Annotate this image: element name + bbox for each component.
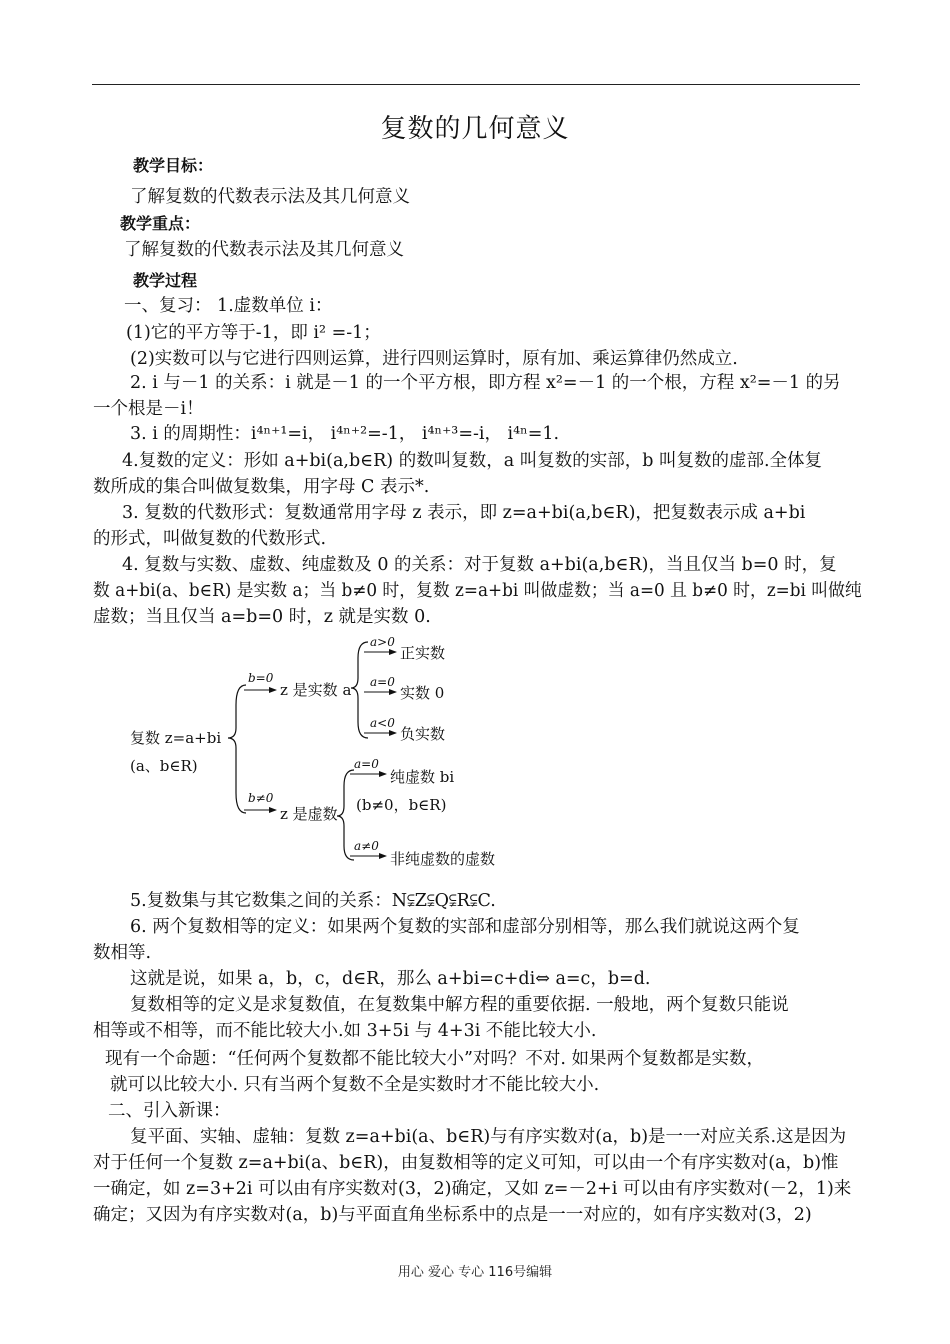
leaf-pure-imaginary: 纯虚数 bi <box>390 768 455 786</box>
cond-b-zero: b=0 <box>248 671 274 685</box>
cond-a-zero: a=0 <box>370 675 395 689</box>
text-line: 一、复习： 1.虚数单位 i： <box>124 296 333 316</box>
heading-keypoints: 教学重点： <box>120 214 201 233</box>
text-line: (1)它的平方等于-1，即 i² =-1； <box>126 323 381 343</box>
imag-brace <box>337 770 354 860</box>
main-brace <box>228 685 246 813</box>
text-line: 虚数；当且仅当 a=b=0 时，z 就是实数 0. <box>93 607 431 627</box>
text-line: 数所成的集合叫做复数集，用字母 C 表示*. <box>93 477 430 497</box>
cond-a-nonzero: a≠0 <box>354 839 379 853</box>
leaf-negative: 负实数 <box>400 725 446 743</box>
imag-condition: (b≠0，b∈R) <box>356 796 447 814</box>
branch-real: z 是实数 a <box>280 681 352 699</box>
cond-a-negative: a<0 <box>370 716 395 730</box>
heading-process: 教学过程 <box>133 271 198 290</box>
text-line: 4.复数的定义：形如 a+bi(a,b∈R) 的数叫复数，a 叫复数的实部，b 叫复数的虚部.全体复 <box>122 451 823 471</box>
text-line: 数 a+bi(a、b∈R) 是实数 a；当 b≠0 时，复数 z=a+bi 叫做虚数；当 a=0 且 b≠0 时，z=bi 叫做纯 <box>93 581 862 601</box>
text-line: 3. i 的周期性：i⁴ⁿ⁺¹=i， i⁴ⁿ⁺²=-1， i⁴ⁿ⁺³=-i， i⁴ⁿ=1. <box>130 424 560 444</box>
header-rule <box>92 84 860 85</box>
real-brace <box>351 642 368 738</box>
text-line: 3. 复数的代数形式：复数通常用字母 z 表示，即 z=a+bi(a,b∈R)，把复数表示成 a+bi <box>122 503 806 523</box>
page-title: 复数的几何意义 <box>380 114 570 144</box>
text-line: 数相等. <box>93 943 152 963</box>
text-line: 2. i 与－1 的关系：i 就是－1 的一个平方根，即方程 x²=－1 的一个根，方程 x²=－1 的另 <box>130 373 841 393</box>
root-condition: (a、b∈R) <box>130 757 198 775</box>
cond-a-zero-imag: a=0 <box>354 757 379 771</box>
text-line: 5.复数集与其它数集之间的关系：N⫋Z⫋Q⫋R⫋C. <box>130 891 496 911</box>
cond-b-nonzero: b≠0 <box>248 791 274 805</box>
text-line: 了解复数的代数表示法及其几何意义 <box>124 240 404 260</box>
text-line: 的形式，叫做复数的代数形式. <box>93 529 327 549</box>
classification-diagram <box>118 630 538 880</box>
text-line: 现有一个命题：“任何两个复数都不能比较大小”对吗？不对. 如果两个复数都是实数， <box>105 1049 765 1069</box>
text-line: 4. 复数与实数、虚数、纯虚数及 0 的关系：对于复数 a+bi(a,b∈R)，当且仅当 b=0 时，复 <box>122 555 837 575</box>
text-line: 复平面、实轴、虚轴：复数 z=a+bi(a、b∈R)与有序实数对(a，b)是一一对应关系.这是因为 <box>130 1127 847 1147</box>
leaf-positive: 正实数 <box>400 644 446 662</box>
text-line: (2)实数可以与它进行四则运算，进行四则运算时，原有加、乘运算律仍然成立. <box>130 349 738 369</box>
section-heading: 二、引入新课： <box>108 1101 231 1121</box>
text-line: 相等或不相等，而不能比较大小.如 3+5i 与 4+3i 不能比较大小. <box>93 1021 597 1041</box>
page-footer: 用心 爱心 专心 116号编辑 <box>397 1265 553 1280</box>
heading-objectives: 教学目标： <box>133 156 214 175</box>
text-line: 就可以比较大小. 只有当两个复数不全是实数时才不能比较大小. <box>110 1075 600 1095</box>
branch-imaginary: z 是虚数 <box>280 805 338 823</box>
text-line: 这就是说，如果 a，b，c，d∈R，那么 a+bi=c+di⇔ a=c，b=d. <box>130 969 651 989</box>
root-label: 复数 z=a+bi <box>130 729 222 747</box>
cond-a-positive: a>0 <box>370 635 395 649</box>
text-line: 确定；又因为有序实数对(a，b)与平面直角坐标系中的点是一一对应的，如有序实数对(3，2) <box>93 1205 812 1225</box>
text-line: 了解复数的代数表示法及其几何意义 <box>130 187 410 207</box>
text-line: 一个根是－i！ <box>93 399 204 419</box>
leaf-zero: 实数 0 <box>400 684 445 702</box>
text-line: 6. 两个复数相等的定义：如果两个复数的实部和虚部分别相等，那么我们就说这两个复 <box>130 917 800 937</box>
text-line: 一确定，如 z=3+2i 可以由有序实数对(3，2)确定，又如 z=－2+i 可以由有序实数对(－2，1)来 <box>93 1179 852 1199</box>
text-line: 对于任何一个复数 z=a+bi(a、b∈R)，由复数相等的定义可知，可以由一个有序实数对(a，b)惟 <box>93 1153 839 1173</box>
text-line: 复数相等的定义是求复数值，在复数集中解方程的重要依据. 一般地，两个复数只能说 <box>130 995 789 1015</box>
leaf-non-pure-imaginary: 非纯虚数的虚数 <box>390 850 496 868</box>
